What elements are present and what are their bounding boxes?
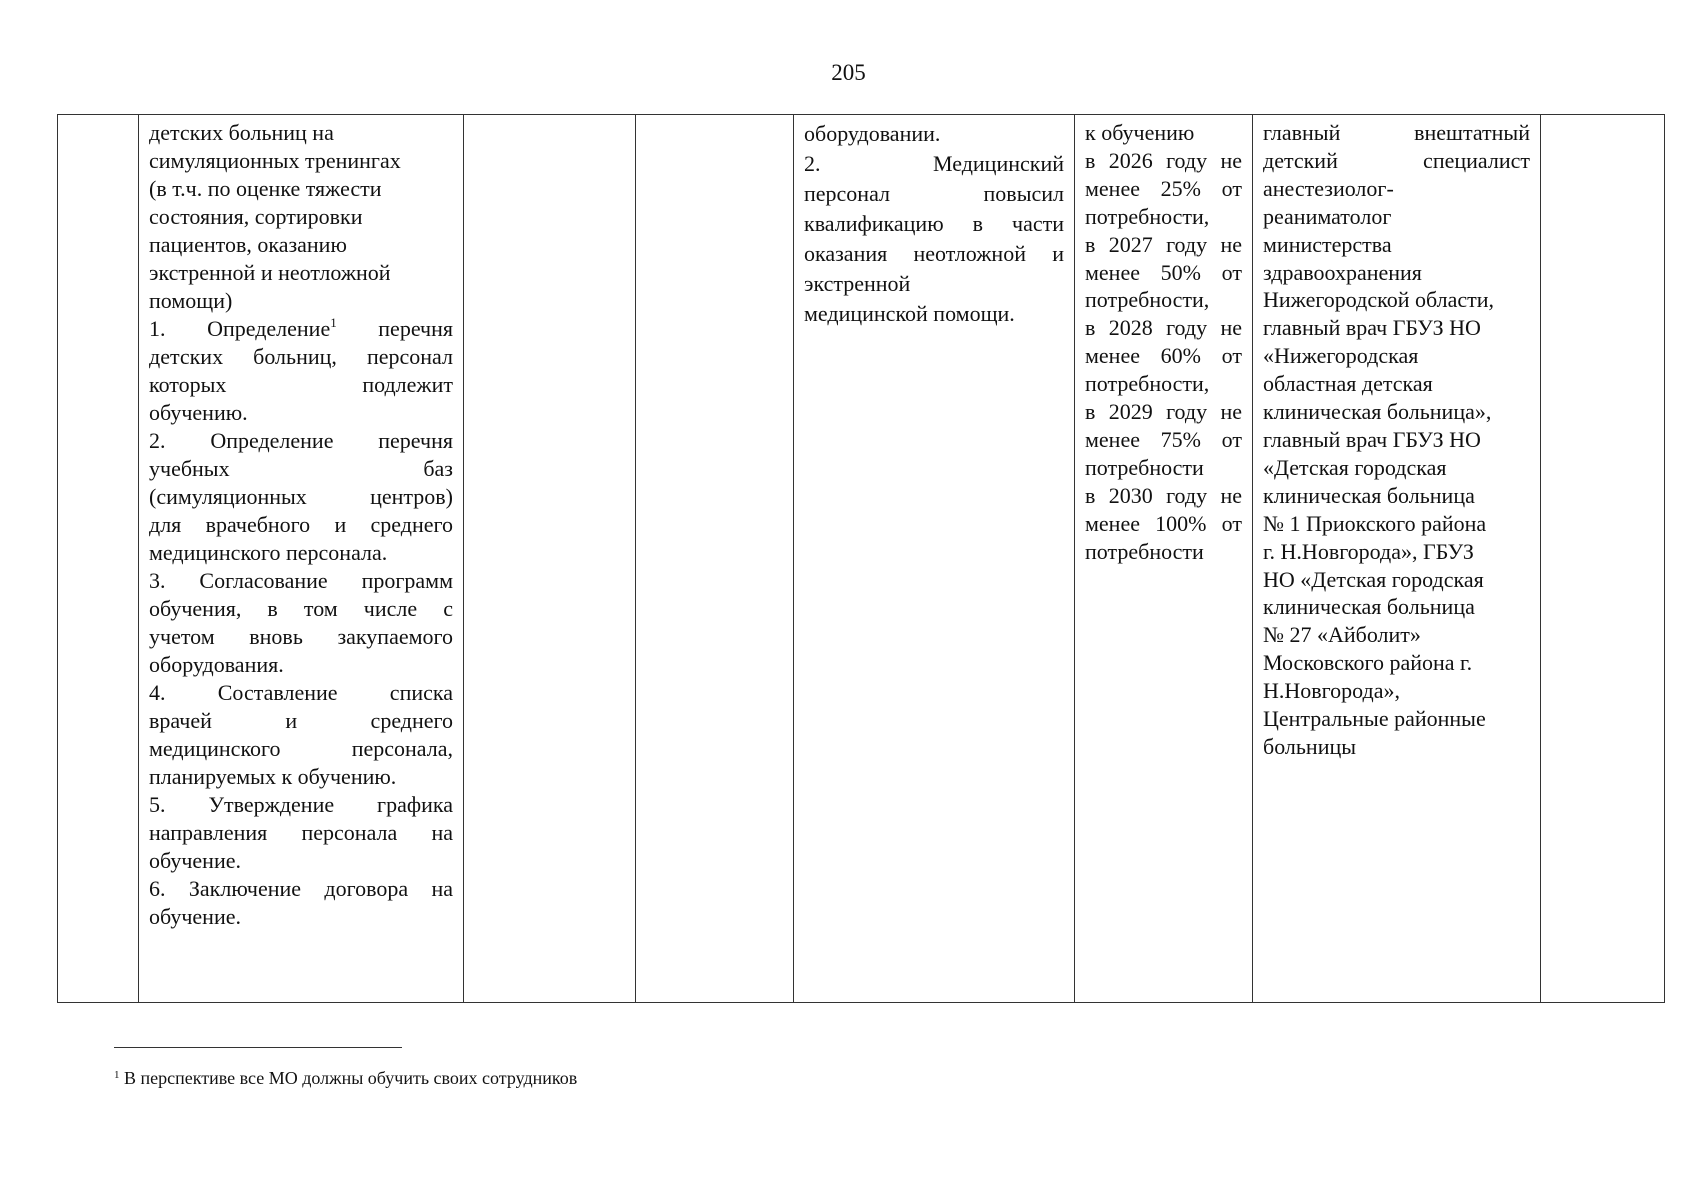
responsible-text [1263, 119, 1530, 761]
text-line: в 2026 году не [1085, 147, 1242, 173]
cell-number [58, 115, 139, 1003]
text-line: экстренной и неотложной [149, 260, 391, 285]
footnote-text: В перспективе все МО должны обучить своих сотрудников [119, 1068, 578, 1088]
text-line: «Нижегородская [1263, 343, 1419, 369]
text-line: Центральные районные [1263, 706, 1486, 732]
text-line: потребности [1085, 454, 1204, 480]
indicator-text [1085, 119, 1242, 566]
cell-empty-8 [1541, 115, 1665, 1003]
text-line: анестезиолог- [1263, 175, 1394, 201]
text-line: потребности, [1085, 371, 1210, 397]
text-line: в 2027 году не [1085, 231, 1242, 257]
text-line: учебных баз [149, 456, 453, 481]
text-line: квалификацию в части [804, 211, 1064, 236]
text-line: обучение. [149, 848, 241, 873]
text-line: 4. Составление списка [149, 680, 453, 705]
text-line: симуляционных тренингах [149, 148, 401, 173]
text-line: пациентов, оказанию [149, 232, 347, 257]
text-line: в 2028 году не [1085, 315, 1242, 341]
cell-result [794, 115, 1075, 1003]
text-line: НО «Детская городская [1263, 566, 1484, 592]
text-line: обучения, в том числе с [149, 596, 453, 621]
cell-empty-3 [464, 115, 636, 1003]
text-line: детских больниц, персонал [149, 344, 453, 369]
text-line: клиническая больница [1263, 594, 1475, 620]
text-line: обучению. [149, 400, 248, 425]
text-line: медицинского персонала, [149, 736, 453, 761]
text-line: планируемых к обучению. [149, 764, 397, 789]
text-line: № 27 «Айболит» [1263, 622, 1421, 648]
text-line: менее 50% от [1085, 259, 1242, 285]
result-text [804, 119, 1064, 329]
text-line: министерства [1263, 231, 1392, 257]
text-line: (симуляционных центров) [149, 484, 453, 509]
text-line: главный врач ГБУЗ НО [1263, 426, 1481, 452]
text-line: в 2030 году не [1085, 482, 1242, 508]
text-line: Московского района г. [1263, 650, 1473, 676]
text-line: главный внештатный [1263, 120, 1530, 145]
text-line: обучение. [149, 904, 241, 929]
text-line: медицинского персонала. [149, 540, 388, 565]
text-line: детских больниц на [149, 120, 334, 145]
footnote-separator [114, 1047, 402, 1048]
text-line: которых подлежит [149, 372, 453, 397]
text-line: главный врач ГБУЗ НО [1263, 315, 1481, 341]
text-line: к обучению [1085, 120, 1195, 145]
text-line: клиническая больница», [1263, 399, 1492, 425]
cell-activity [139, 115, 464, 1003]
text-line: потребности, [1085, 203, 1210, 229]
text-line: «Детская городская [1263, 454, 1447, 480]
text-line: экстренной [804, 271, 911, 296]
text-line: реаниматолог [1263, 203, 1392, 229]
measures-table [57, 114, 1665, 1003]
footnote [114, 1068, 577, 1089]
text-line: 2. Определение перечня [149, 428, 453, 453]
text-line: оборудования. [149, 652, 284, 677]
text-line: потребности, [1085, 287, 1210, 313]
activity-title [149, 119, 453, 315]
text-line: медицинской помощи. [804, 301, 1015, 326]
text-line: здравоохранения [1263, 259, 1422, 285]
text-line: Н.Новгорода», [1263, 678, 1400, 704]
text-line: детский специалист [1263, 147, 1530, 173]
text-line: менее 75% от [1085, 426, 1242, 452]
text-line: 2. Медицинский [804, 151, 1064, 176]
text-line: потребности [1085, 538, 1204, 564]
text-line: больницы [1263, 733, 1357, 759]
text-line: менее 25% от [1085, 175, 1242, 201]
text-line: врачей и среднего [149, 708, 453, 733]
step-1-line: 1. Определение$^1$ перечня [149, 315, 453, 341]
footnote-ref: 1 [330, 315, 337, 330]
text-line: менее 60% от [1085, 343, 1242, 369]
text-line: оборудовании. [804, 121, 941, 146]
activity-steps [149, 343, 453, 931]
text-line: 3. Согласование программ [149, 568, 453, 593]
text-line: учетом вновь закупаемого [149, 624, 453, 649]
text-line: направления персонала на [149, 820, 453, 845]
text-line: областная детская [1263, 371, 1433, 397]
text-line: 6. Заключение договора на [149, 876, 453, 901]
text-line: менее 100% от [1085, 510, 1242, 536]
cell-responsible [1253, 115, 1541, 1003]
text-line: № 1 Приокского района [1263, 510, 1487, 536]
text-line: г. Н.Новгорода», ГБУЗ [1263, 538, 1474, 564]
text-line: помощи) [149, 288, 233, 313]
text-line: Нижегородской области, [1263, 287, 1495, 313]
text-line: (в т.ч. по оценке тяжести [149, 176, 382, 201]
table-row [58, 115, 1665, 1003]
text-line: в 2029 году не [1085, 399, 1242, 425]
text-line: клиническая больница [1263, 482, 1475, 508]
text-line: персонал повысил [804, 181, 1064, 206]
text-line: для врачебного и среднего [149, 512, 453, 537]
text-line: 5. Утверждение графика [149, 792, 453, 817]
footnote-marker: 1 [114, 1069, 120, 1081]
text-line: оказания неотложной и [804, 241, 1064, 266]
page-number: 205 [831, 60, 866, 85]
cell-empty-4 [636, 115, 794, 1003]
text-line: состояния, сортировки [149, 204, 363, 229]
cell-indicator [1075, 115, 1253, 1003]
